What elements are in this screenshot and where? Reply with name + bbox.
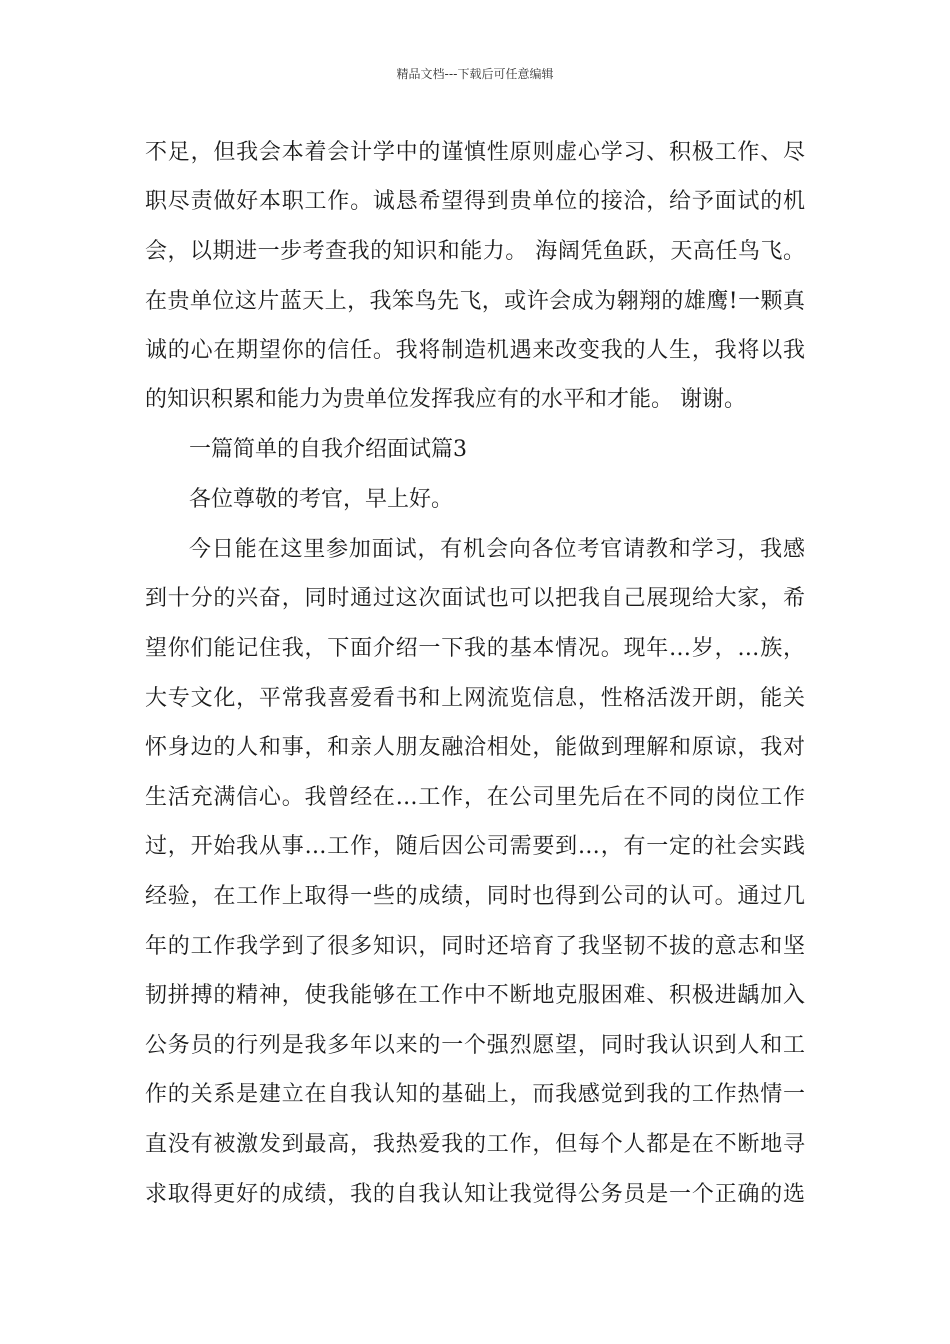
body-line: 诚的心在期望你的信任。我将制造机遇来改变我的人生，我将以我 — [145, 338, 805, 363]
page-header: 精品文档---下载后可任意编辑 — [396, 67, 554, 81]
body-line: 生活充满信心。我曾经在…工作，在公司里先后在不同的岗位工作 — [145, 785, 805, 810]
body-line: 望你们能记住我，下面介绍一下我的基本情况。现年…岁，…族， — [145, 636, 805, 661]
body-line: 作的关系是建立在自我认知的基础上，而我感觉到我的工作热情一 — [145, 1082, 805, 1107]
body-line: 年的工作我学到了很多知识，同时还培育了我坚韧不拔的意志和坚 — [145, 934, 805, 959]
body-line: 公务员的行列是我多年以来的一个强烈愿望，同时我认识到人和工 — [145, 1033, 805, 1058]
section-heading: 一篇简单的自我介绍面试篇3 — [189, 437, 467, 462]
greeting-line: 各位尊敬的考官，早上好。 — [189, 487, 454, 512]
body-line: 到十分的兴奋，同时通过这次面试也可以把我自己展现给大家，希 — [145, 586, 805, 611]
body-line: 会，以期进一步考查我的知识和能力。 海阔凭鱼跃，天高任鸟飞。 — [145, 239, 805, 264]
body-line: 直没有被激发到最高，我热爱我的工作，但每个人都是在不断地寻 — [145, 1132, 805, 1157]
body-line: 职尽责做好本职工作。诚恳希望得到贵单位的接洽，给予面试的机 — [145, 189, 805, 214]
body-line: 经验，在工作上取得一些的成绩，同时也得到公司的认可。通过几 — [145, 884, 805, 909]
body-line: 怀身边的人和事，和亲人朋友融洽相处，能做到理解和原谅，我对 — [145, 735, 805, 760]
body-line: 在贵单位这片蓝天上，我笨鸟先飞，或许会成为翱翔的雄鹰!一颗真 — [145, 289, 805, 314]
body-line: 求取得更好的成绩，我的自我认知让我觉得公务员是一个正确的选 — [145, 1182, 805, 1207]
body-line: 过，开始我从事…工作，随后因公司需要到…，有一定的社会实践 — [145, 834, 805, 859]
body-line: 不足，但我会本着会计学中的谨慎性原则虚心学习、积极工作、尽 — [145, 140, 805, 165]
body-line: 大专文化，平常我喜爱看书和上网流览信息，性格活泼开朗，能关 — [145, 686, 805, 711]
body-line: 韧拼搏的精神，使我能够在工作中不断地克服困难、积极进龋加入 — [145, 983, 805, 1008]
body-line: 今日能在这里参加面试，有机会向各位考官请教和学习，我感 — [189, 537, 805, 562]
body-line: 的知识积累和能力为贵单位发挥我应有的水平和才能。 谢谢。 — [145, 387, 746, 412]
